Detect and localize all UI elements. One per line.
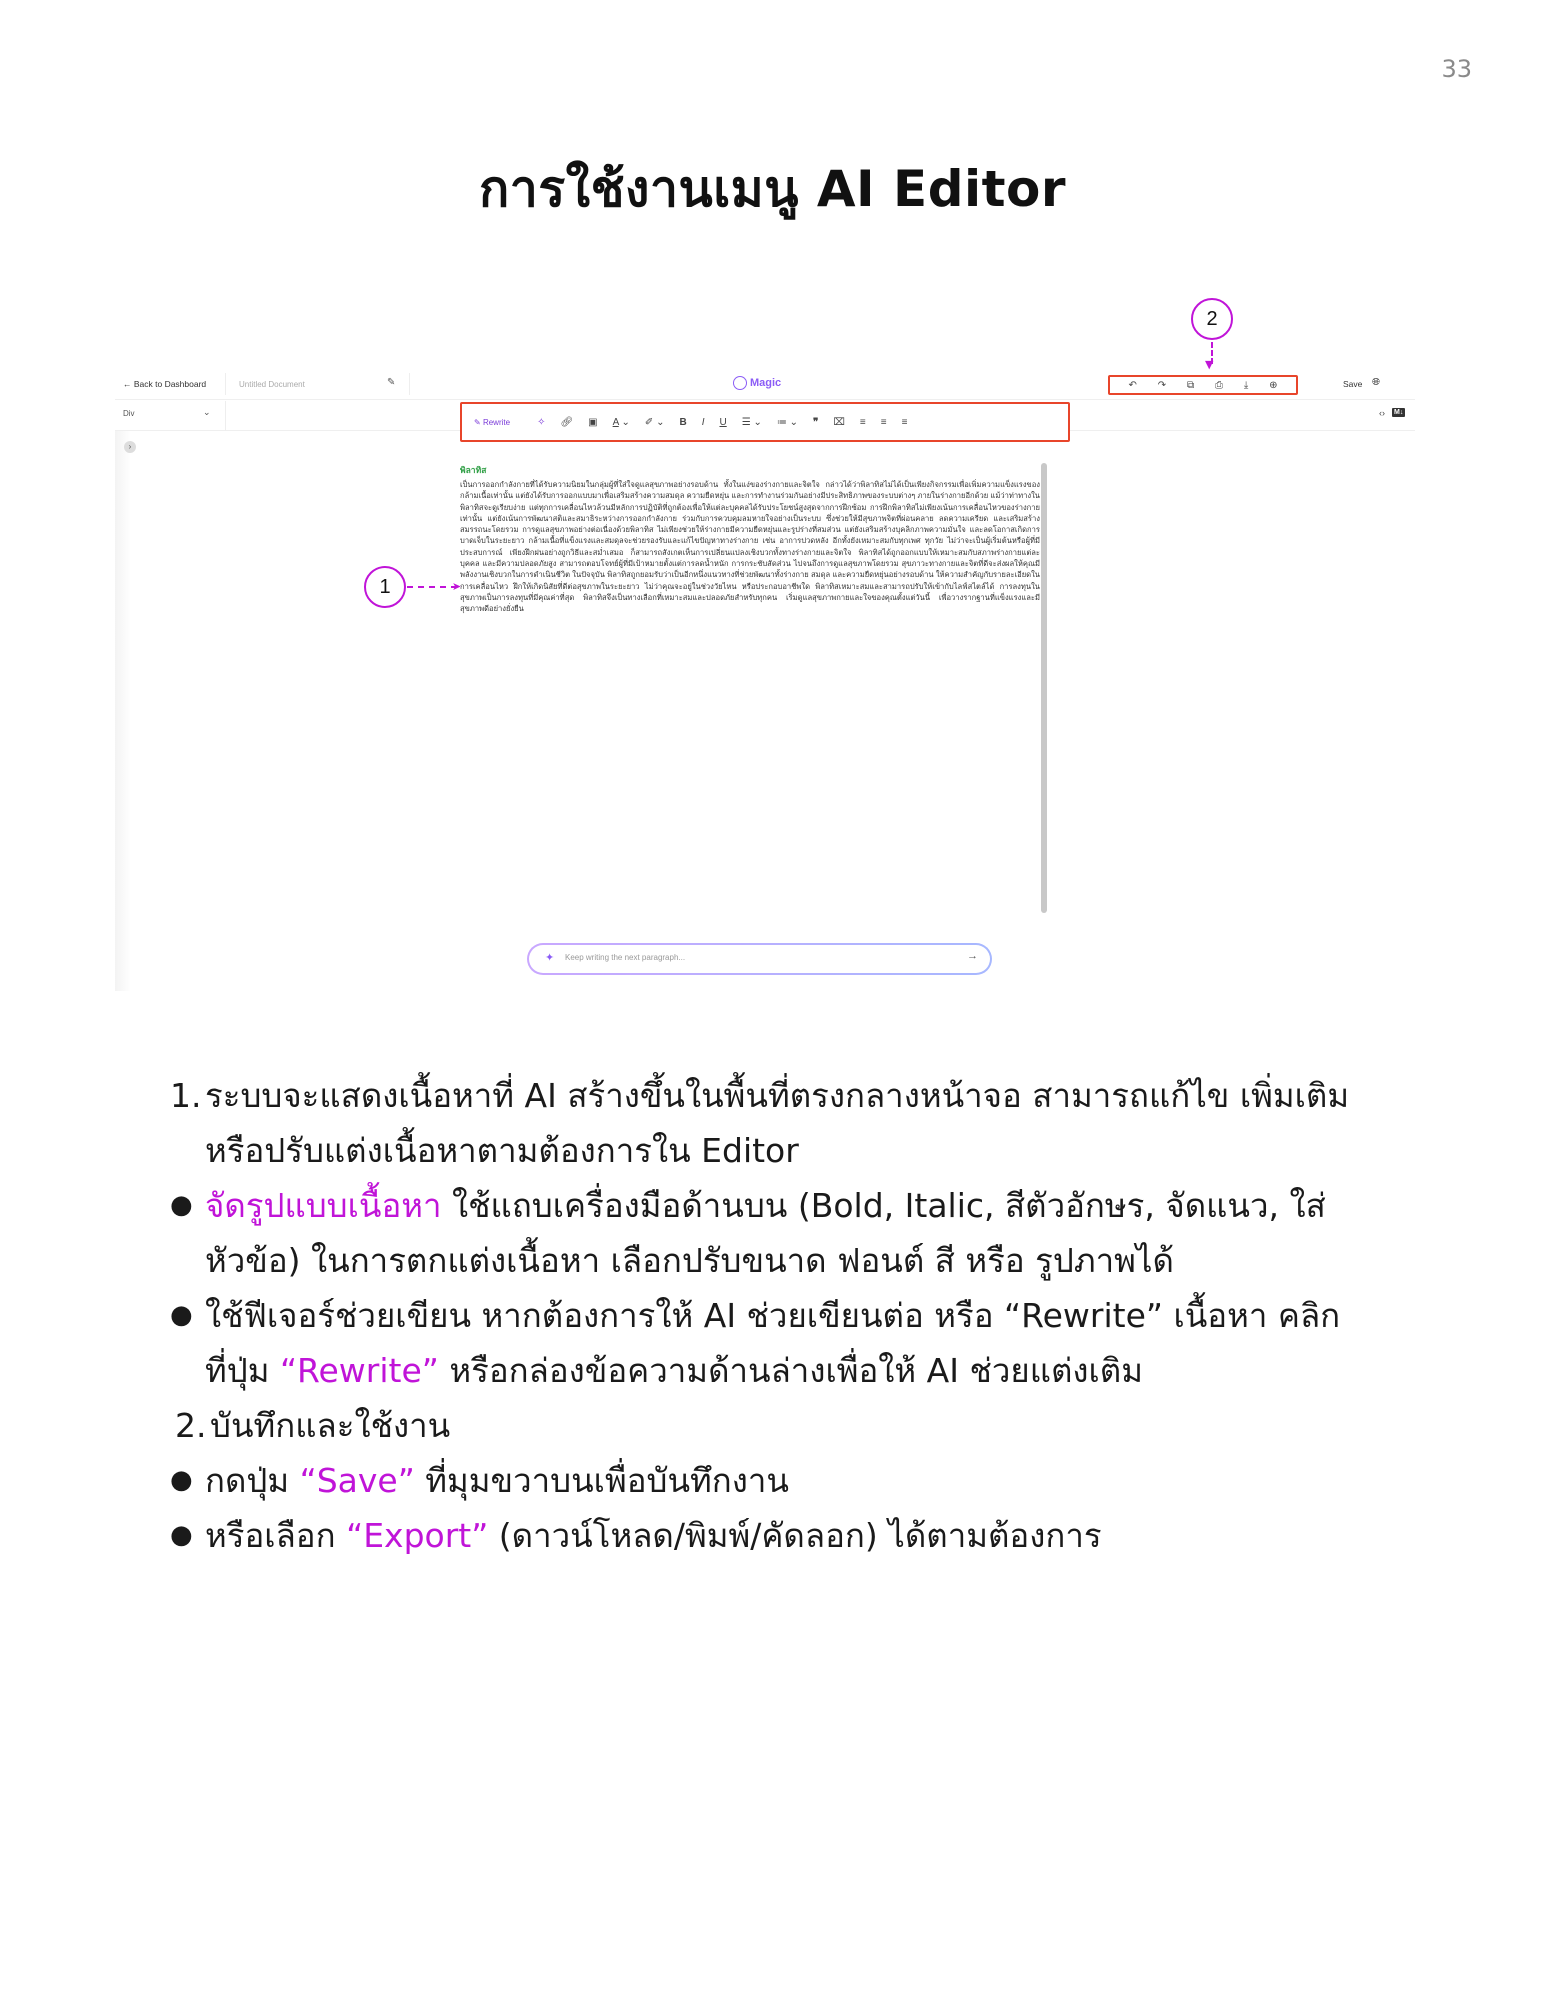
sub-divider <box>225 401 226 431</box>
highlight-text: จัดรูปแบบเนื้อหา <box>205 1186 442 1225</box>
arrow-head-right-icon: ➤ <box>452 580 462 593</box>
highlight-text: “Rewrite” <box>279 1351 439 1390</box>
bullet-text: หัวข้อ) ในการตกแต่งเนื้อหา เลือกปรับขนาด ฟอนต์ สี หรือ รูปภาพได้ <box>205 1241 1174 1280</box>
arrow-head-down-icon: ▼ <box>1205 358 1214 371</box>
bullet-save <box>170 1453 1400 1508</box>
bold-icon[interactable]: B <box>679 416 687 428</box>
chevron-down-icon[interactable]: ⌄ <box>203 407 211 417</box>
highlight-icon[interactable]: ✐ ⌄ <box>644 416 665 428</box>
indent <box>170 1343 205 1398</box>
bullet-body: ที่ปุ่ม <box>205 1351 280 1390</box>
image-icon[interactable]: ▣ <box>588 416 598 428</box>
indent <box>170 1233 205 1288</box>
bullet-format <box>170 1178 1400 1233</box>
code-icon[interactable]: ‹› <box>1379 408 1385 418</box>
logo-text: Magic <box>750 377 782 389</box>
print-icon[interactable]: ⎙ <box>1214 379 1223 391</box>
header-divider <box>225 373 226 395</box>
item-text: บันทึกและใช้งาน <box>210 1406 451 1445</box>
bullet-format-cont <box>170 1233 1400 1288</box>
bullet-body: ที่มุมขวาบนเพื่อบันทึกงาน <box>414 1461 789 1500</box>
page-number: 33 <box>1441 55 1472 83</box>
sparkle-icon: ✦ <box>545 952 555 964</box>
item-number: 2. <box>175 1406 207 1445</box>
export-icon[interactable]: ⊕ <box>1269 379 1278 391</box>
bullet-body: (ดาวน์โหลด/พิมพ์/คัดลอก) ได้ตามต้องการ <box>488 1516 1102 1555</box>
callout-arrow-1 <box>407 586 457 588</box>
document-title[interactable]: Untitled Document <box>239 380 305 389</box>
align-left-icon[interactable]: ≡ <box>859 416 866 428</box>
bullet-writing-assist-cont <box>170 1343 1400 1398</box>
download-icon[interactable]: ⤓ <box>1243 379 1249 391</box>
top-actions-group <box>1108 375 1298 395</box>
bullet-text <box>205 1178 1400 1233</box>
scrollbar[interactable] <box>1041 463 1047 913</box>
editor-header <box>115 368 1415 400</box>
content-heading: พิลาทิส <box>460 465 487 475</box>
ai-prompt-box <box>527 943 992 975</box>
indent <box>170 1123 205 1178</box>
text-color-icon[interactable]: A ⌄ <box>612 416 630 428</box>
ai-sparkle-icon[interactable]: ✧ <box>537 416 546 428</box>
prompt-input[interactable] <box>565 953 945 962</box>
redo-icon[interactable]: ↷ <box>1157 379 1167 391</box>
instruction-item-2 <box>175 1398 1400 1453</box>
send-arrow-icon[interactable]: → <box>967 950 978 962</box>
bullet-body: หรือกล่องข้อความด้านล่างเพื่อให้ AI ช่วยแต่งเติม <box>438 1351 1143 1390</box>
align-center-icon[interactable]: ≡ <box>880 416 887 428</box>
expand-sidebar-icon[interactable]: › <box>124 441 136 453</box>
align-right-icon[interactable]: ≡ <box>901 416 908 428</box>
bullet-icon: ● <box>170 1190 193 1220</box>
edit-title-icon[interactable]: ✎ <box>387 377 396 388</box>
bullet-text: ใช้ฟีเจอร์ช่วยเขียน หากต้องการให้ AI ช่วยเขียนต่อ หรือ “Rewrite” เนื้อหา คลิก <box>205 1296 1341 1335</box>
back-to-dashboard-link[interactable]: ← Back to Dashboard <box>123 379 207 389</box>
bullet-text <box>205 1508 1400 1563</box>
instruction-item-1-cont <box>170 1123 1400 1178</box>
item-text: หรือปรับแต่งเนื้อหาตามต้องการใน Editor <box>205 1131 799 1170</box>
highlight-text: “Save” <box>299 1461 415 1500</box>
callout-marker-1: 1 <box>364 566 406 608</box>
rewrite-button[interactable]: ✎ Rewrite <box>474 417 511 427</box>
callout-marker-2: 2 <box>1191 298 1233 340</box>
bullet-icon: ● <box>170 1520 193 1550</box>
block-type-select[interactable]: Div <box>123 409 135 418</box>
header-divider <box>409 373 410 395</box>
numbered-list-icon[interactable]: ≔ ⌄ <box>776 416 798 428</box>
formatting-toolbar <box>460 402 1070 442</box>
bullet-writing-assist <box>170 1288 1400 1343</box>
bullet-export <box>170 1508 1400 1563</box>
bullet-body: ใช้แถบเครื่องมือด้านบน (Bold, Italic, สีตัวอักษร, จัดแนว, ใส่ <box>441 1186 1326 1225</box>
item-number: 1. <box>170 1076 202 1115</box>
sidebar-shadow <box>115 431 131 991</box>
undo-icon[interactable]: ↶ <box>1128 379 1137 391</box>
bullet-body: หรือเลือก <box>205 1516 347 1555</box>
underline-icon[interactable]: U <box>719 416 727 428</box>
bullet-icon: ● <box>170 1465 193 1495</box>
markdown-icon[interactable]: M↓ <box>1394 409 1404 416</box>
bullet-list-icon[interactable]: ☰ ⌄ <box>741 416 762 428</box>
highlight-text: “Export” <box>346 1516 489 1555</box>
prompt-inner <box>529 945 990 973</box>
item-text: ระบบจะแสดงเนื้อหาที่ AI สร้างขึ้นในพื้นที่ตรงกลางหน้าจอ สามารถแก้ไข เพิ่มเติม <box>205 1076 1350 1115</box>
bullet-text <box>205 1343 1400 1398</box>
magic-logo <box>733 376 781 390</box>
instructions <box>170 1068 1400 1563</box>
copy-icon[interactable]: ⧉ <box>1186 379 1195 391</box>
globe-icon[interactable]: 🌐︎ <box>1372 377 1380 388</box>
save-button[interactable]: Save <box>1343 379 1363 389</box>
bullet-body: กดปุ่ม <box>205 1461 300 1500</box>
link-icon[interactable]: 🔗︎ <box>560 416 574 428</box>
page-title: การใช้งานเมนู AI Editor <box>478 160 1067 218</box>
bullet-text <box>205 1453 1400 1508</box>
italic-icon[interactable]: I <box>701 416 705 428</box>
editor-screenshot <box>115 368 1415 993</box>
clear-format-icon[interactable]: ⌧ <box>833 416 845 428</box>
logo-icon <box>733 376 747 390</box>
content-body: เป็นการออกกำลังกายที่ได้รับความนิยมในกลุ่มผู้ที่ใส่ใจดูแลสุขภาพอย่างรอบด้าน ทั้งในแง่ของร่างกายและจิตใจ กล่าวได้ว่าพิลาทิสไม่ได้เป็นเพียงกิจกรรมเพื่อเพิ่มความแข็งแรงของกล้ามเนื้อเท่านั้น แต่ยังได้รับการออกแบบมาเพื่อเสริมสร้างความสมดุล ความยืดหยุ่น และการทำงานร่วมกันอย่างมีประสิทธิภาพของระบบต่างๆ ภายในร่างกายอีกด้วย แม้ว่าท่าทางในพิลาทิสจะดูเรียบง่าย แต่ทุกการเคลื่อนไหวล้วนมีหลักการปฏิบัติที่ถูกต้องเพื่อให้แต่ละบุคคลได้รับประโยชน์สูงสุดจากการฝึกซ้อม การฝึกพิลาทิสไม่เพียงเน้นการเคลื่อนไหวของร่างกายเท่านั้น แต่ยังเน้นการพัฒนาสติและสมาธิระหว่างการออกกำลังกาย ร่วมกับการควบคุมลมหายใจอย่างเป็นระบบ ซึ่งช่วยให้มีสุขภาพจิตที่ผ่อนคลาย ลดความเครียด และเสริมสร้างสมรรถนะโดยรวม การดูแลสุขภาพอย่างต่อเนื่องด้วยพิลาทิส ไม่เพียงช่วยให้ร่างกายมีความยืดหยุ่นและรูปร่างที่สมส่วน แต่ยังเสริมสร้างบุคลิกภาพความมั่นใจ และลดโอกาสเกิดการบาดเจ็บในระยะยาว กล้ามเนื้อที่แข็งแรงและสมดุลจะช่วยรองรับและแก้ไขปัญหาทางร่างกาย เช่น อาการปวดหลัง อีกทั้งยังเหมาะสมกับทุกเพศ ทุกวัย ไม่ว่าจะเป็นผู้เริ่มต้นหรือผู้ที่มีประสบการณ์ เพียงฝึกฝนอย่างถูกวิธีและสม่ำเสมอ ก็สามารถสังเกตเห็นการเปลี่ยนแปลงเชิงบวกทั้งทางร่างกายและจิตใจ พิลาทิสได้ถูกออกแบบให้เหมาะสมกับสภาพร่างกายแต่ละบุคคล และมีความปลอดภัยสูง สามารถตอบโจทย์ผู้ที่มีเป้าหมายตั้งแต่การลดน้ำหนัก การกระชับสัดส่วน ไปจนถึงการดูแลสุขภาพโดยรวม สุขภาวะทางกายและจิตที่ดีจะส่งผลให้คุณมีพลังงานเชิงบวกในการดำเนินชีวิต ในปัจจุบัน พิลาทิสถูกยอมรับว่าเป็นอีกหนึ่งแนวทางที่ช่วยพัฒนาทั้งร่างกาย สมดุล และความยืดหยุ่นอย่างรอบด้าน ให้ความสำคัญกับรายละเอียดในการเคลื่อนไหว ฝึกให้เกิดนิสัยที่ดีต่อสุขภาพในระยะยาว ไม่ว่าคุณจะอยู่ในช่วงวัยไหน หรือประกอบอาชีพใด พิลาทิสเหมาะสมและสามารถปรับให้เข้ากับไลฟ์สไตล์ได้ การลงทุนในสุขภาพเป็นการลงทุนที่มีคุณค่าที่สุด พิลาทิสจึงเป็นทางเลือกที่เหมาะสมและปลอดภัยสำหรับทุกคน เริ่มดูแลสุขภาพกายและใจของคุณตั้งแต่วันนี้ เพื่อวางรากฐานที่แข็งแรงและมีสุขภาพดีอย่างยั่งยืน <box>460 480 1040 614</box>
instruction-item-1 <box>170 1068 1400 1123</box>
editor-content[interactable] <box>460 463 1040 943</box>
quote-icon[interactable]: ❞ <box>813 416 819 428</box>
bullet-icon: ● <box>170 1300 193 1330</box>
rewrite-label: Rewrite <box>482 417 511 427</box>
format-bar <box>115 401 1415 431</box>
